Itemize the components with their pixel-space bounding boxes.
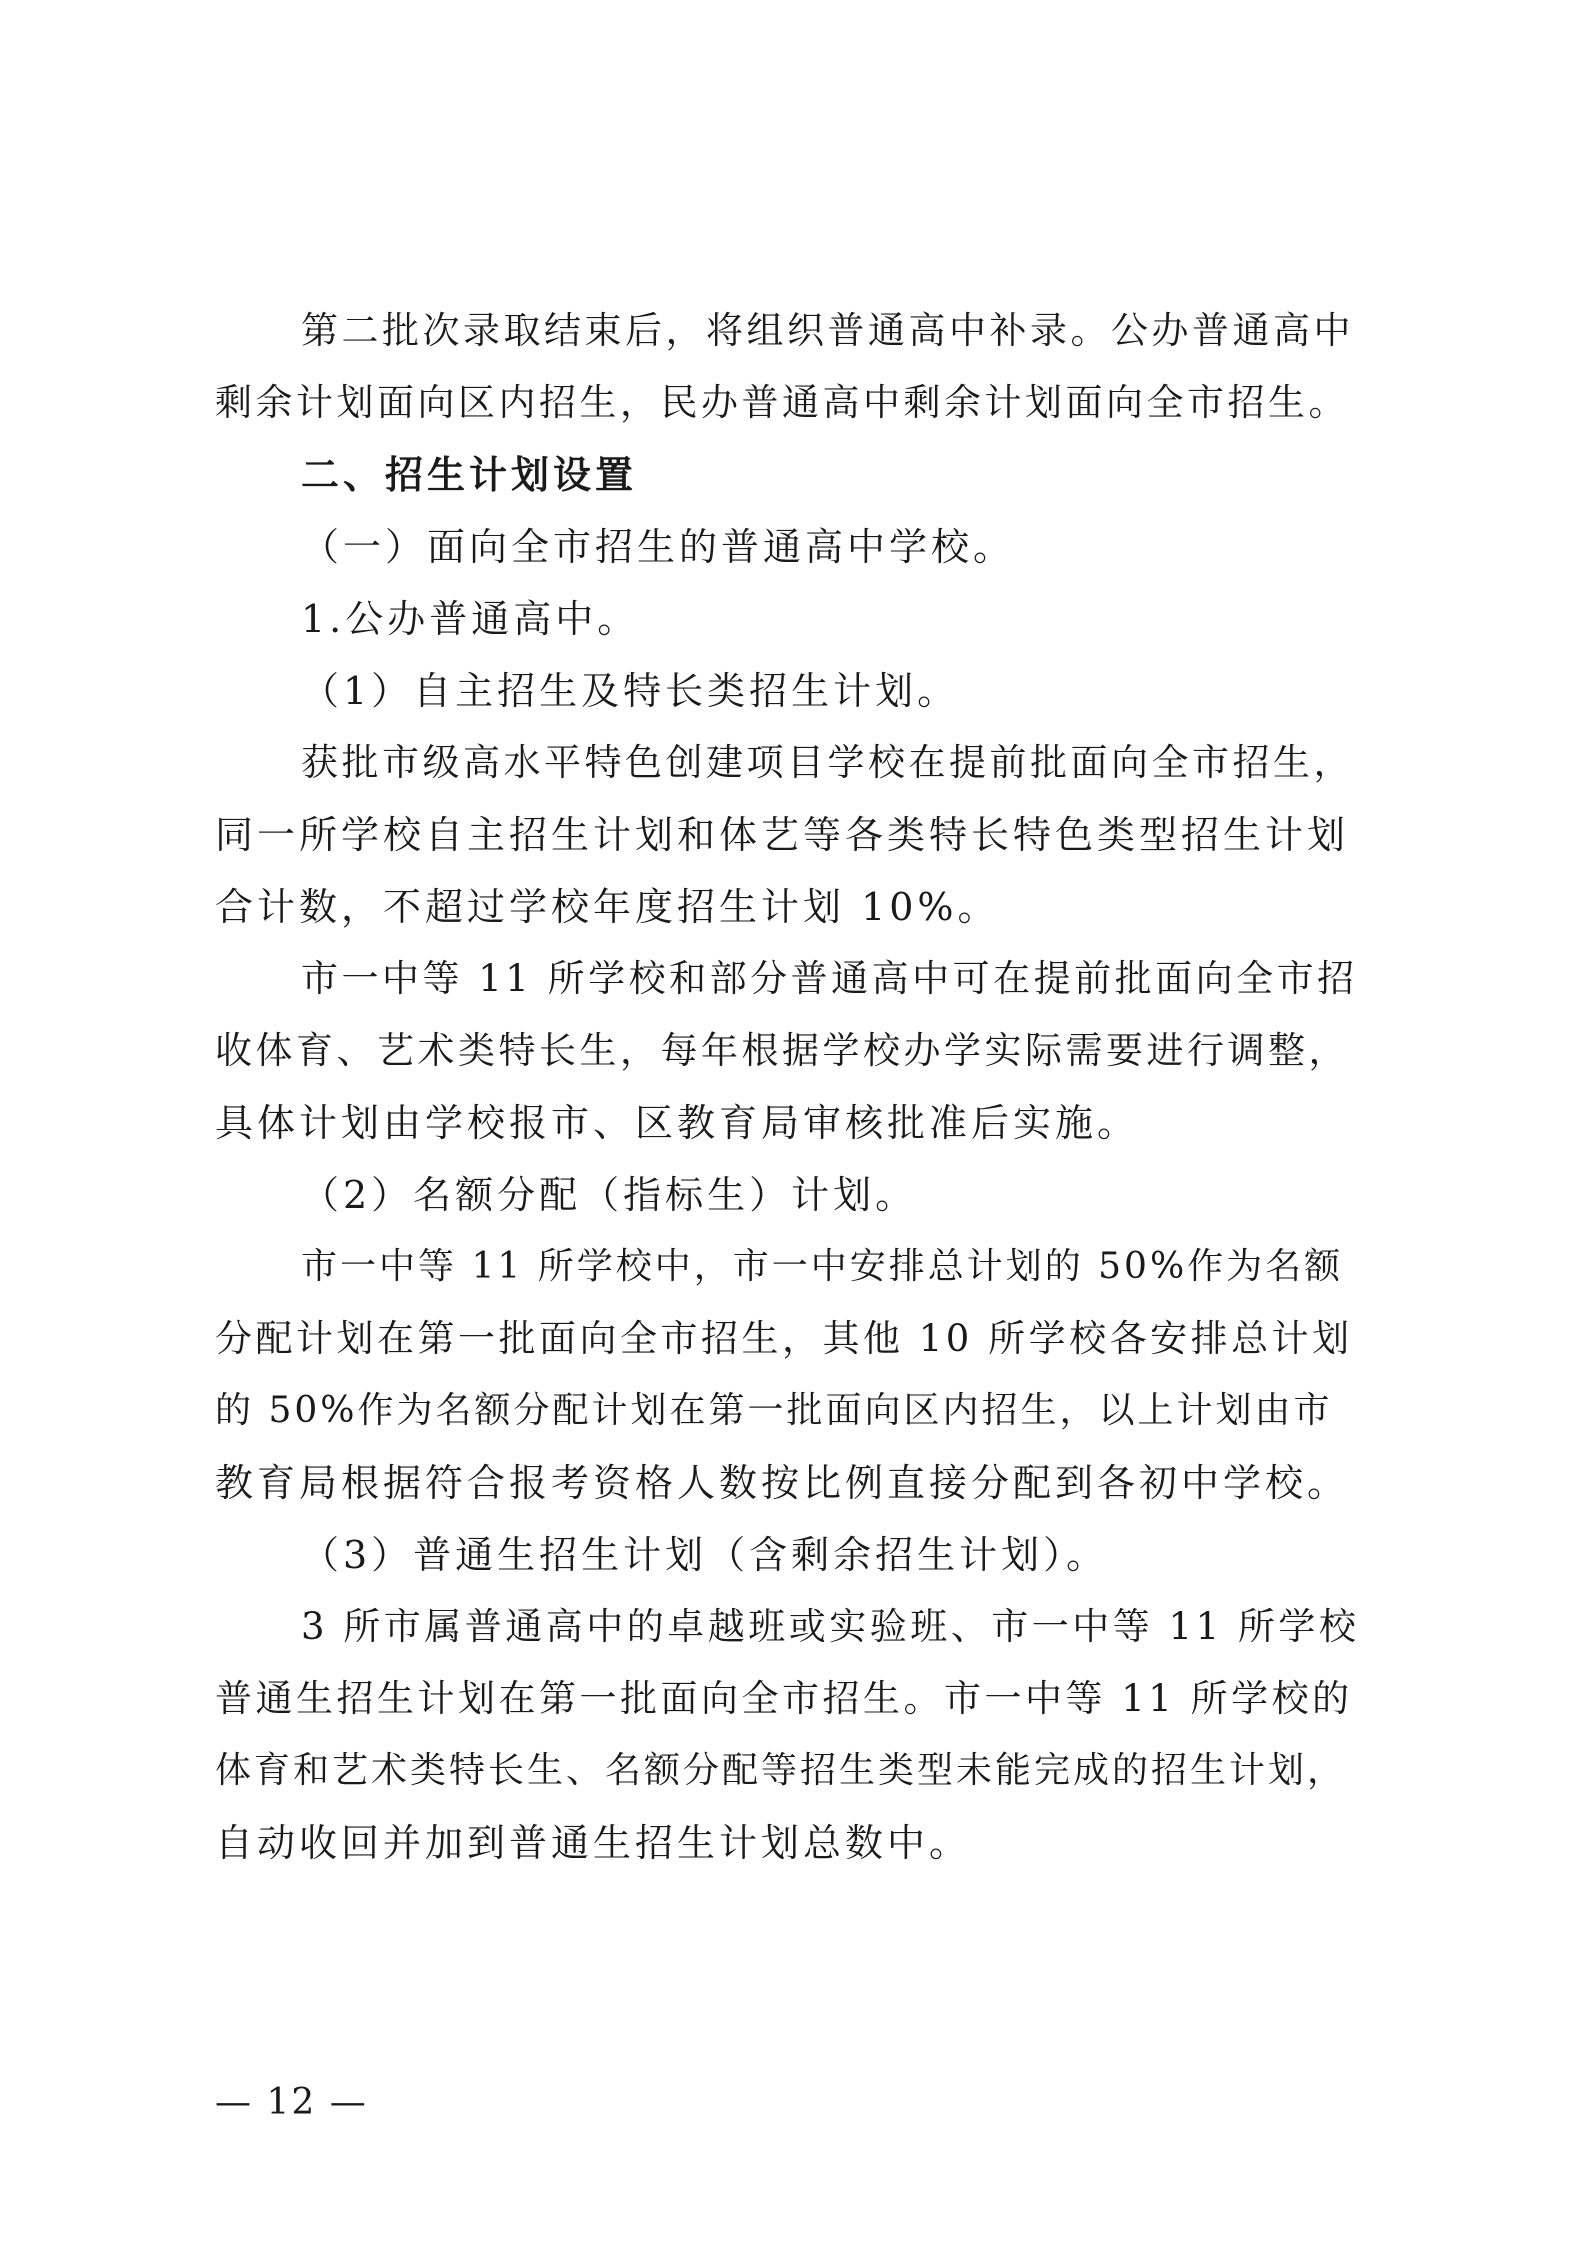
paragraph-line: 具体计划由学校报市、区教育局审核批准后实施。 bbox=[215, 1101, 1140, 1145]
paragraph-line: 普通生招生计划在第一批面向全市招生。市一中等 11 所学校的 bbox=[215, 1677, 1353, 1720]
paragraph-line: 同一所学校自主招生计划和体艺等各类特长特色类型招生计划 bbox=[215, 813, 1350, 857]
paragraph-line: 3 所市属普通高中的卓越班或实验班、市一中等 11 所学校 bbox=[301, 1605, 1360, 1648]
paragraph-line: 第二批次录取结束后，将组织普通高中补录。公办普通高中 bbox=[301, 309, 1354, 352]
paragraph-line: 体育和艺术类特长生、名额分配等招生类型未能完成的招生计划， bbox=[215, 1750, 1347, 1791]
subsection-heading: （3）普通生招生计划（含剩余招生计划）。 bbox=[301, 1533, 1109, 1577]
paragraph-line: 市一中等 11 所学校中，市一中安排总计划的 50%作为名额 bbox=[301, 1246, 1344, 1287]
paragraph-line: 自动收回并加到普通生招生计划总数中。 bbox=[215, 1821, 972, 1865]
subsection-heading: （1）自主招生及特长类招生计划。 bbox=[301, 669, 960, 713]
paragraph-line: 的 50%作为名额分配计划在第一批面向区内招生，以上计划由市 bbox=[215, 1390, 1333, 1431]
subsection-heading: （一）面向全市招生的普通高中学校。 bbox=[301, 525, 1016, 569]
subsection-heading: 1.公办普通高中。 bbox=[301, 597, 640, 641]
subsection-heading: （2）名额分配（指标生）计划。 bbox=[301, 1173, 918, 1217]
section-heading: 二、招生计划设置 bbox=[301, 453, 638, 497]
paragraph-line: 市一中等 11 所学校和部分普通高中可在提前批面向全市招 bbox=[301, 957, 1358, 1000]
paragraph-line: 合计数，不超过学校年度招生计划 10%。 bbox=[215, 885, 1000, 929]
paragraph-line: 剩余计划面向区内招生，民办普通高中剩余计划面向全市招生。 bbox=[215, 381, 1349, 424]
paragraph-line: 收体育、艺术类特长生，每年根据学校办学实际需要进行调整， bbox=[215, 1029, 1349, 1072]
document-body bbox=[215, 295, 1375, 1879]
page-number: — 12 — bbox=[215, 2082, 368, 2123]
paragraph-line: 分配计划在第一批面向全市招生，其他 10 所学校各安排总计划 bbox=[215, 1317, 1353, 1360]
paragraph-line: 教育局根据符合报考资格人数按比例直接分配到各初中学校。 bbox=[215, 1461, 1350, 1505]
paragraph-line: 获批市级高水平特色创建项目学校在提前批面向全市招生， bbox=[301, 741, 1354, 784]
